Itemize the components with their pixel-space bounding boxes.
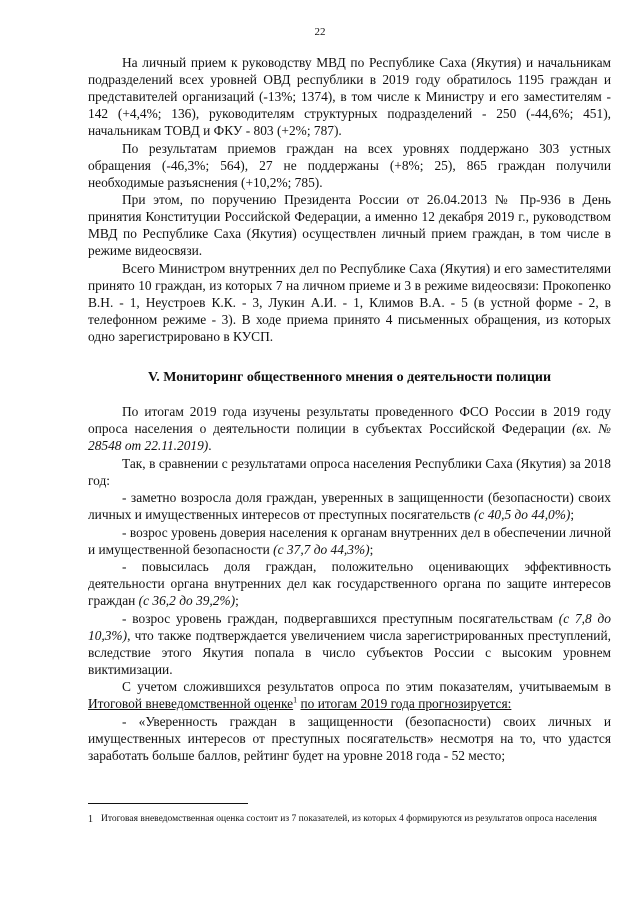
bullet-end: ; xyxy=(570,507,575,522)
bullet-item xyxy=(88,558,611,609)
bullet-value: (с 36,2 до 39,2%) xyxy=(138,593,236,608)
bullet-item: - «Уверенность граждан в защищенности (безопасности) своих личных и имущественных интересов от преступных посягательств» несмотря на то, что удастся заработать больше баллов, рейтинг будет на уровне 2018 года - 52 место; xyxy=(88,713,611,763)
bullet-value: (с 40,5 до 44,0%) xyxy=(473,507,571,522)
incoming-reference: (вх. № 28548 от 22.11.2019) xyxy=(88,421,611,453)
bullet-value: (с 37,7 до 44,3%) xyxy=(273,541,370,557)
section-iv-tail xyxy=(88,54,611,345)
bullet-end: , что также подтверждается увеличением числа зарегистрированных преступлений, вследствие этого Якутия попала в число субъектов России с высоким уровнем виктимизации. xyxy=(88,627,611,677)
bullet-text: - повысилась доля граждан, положительно оценивающих эффективность деятельности органа внутренних дел как государственного органа по защите интересов граждан xyxy=(88,559,611,608)
paragraph: Так, в сравнении с результатами опроса населения Республики Саха (Якутия) за 2018 год: xyxy=(88,455,611,488)
section-v-body xyxy=(88,403,611,764)
bullet-item xyxy=(88,489,611,523)
footnote-divider xyxy=(88,803,248,804)
footnote-text: Итоговая вневедомственная оценка состоит из 7 показателей, из которых 4 формируются из результатов опроса населения xyxy=(101,814,597,824)
paragraph-text: С учетом сложившихся результатов опроса по этим показателям, учитываемым в xyxy=(122,679,611,694)
paragraph-text: По итогам 2019 года изучены результаты проведенного ФСО России в 2019 году опроса населения о деятельности полиции в субъектах Российской Федерации xyxy=(88,404,611,436)
underlined-term: Итоговой вневедомственной оценке xyxy=(88,696,294,711)
bullet-text: - возрос уровень граждан, подвергавшихся преступным посягательствам xyxy=(122,610,559,626)
bullet-value: (с 7,8 до 10,3%) xyxy=(88,610,611,643)
paragraph: Всего Министром внутренних дел по Республике Саха (Якутия) и его заместителями принято 10 граждан, из которых 7 на личном приеме и 3 в режиме видеосвязи: Прокопенко В.Н. - 1, Неустроев К.К. - 3, Лукин А.И. - 1, Климов В.А. - 5 (в устной форме - 2, в телефонном режиме - 3). В ходе приема принято 4 письменных обращения, из которых одно зарегистрировано в КУСП. xyxy=(88,260,611,344)
underlined-phrase: по итогам 2019 года прогнозируется: xyxy=(300,696,512,711)
paragraph: На личный прием к руководству МВД по Республике Саха (Якутия) и начальникам подразделений всех уровней ОВД республики в 2019 году обратилось 1195 граждан и представителей организаций (-13%; 1374), в том числе к Министру и его заместителям - 142 (+4,4%; 136), руководителям структурных подразделений - 250 (-44,6%; 451), начальникам ТОВД и ФКУ - 803 (+2%; 787). xyxy=(88,55,611,138)
bullet-text: - заметно возросла доля граждан, уверенных в защищенности (безопасности) своих личных и имущественных интересов от преступных посягательств xyxy=(88,490,611,522)
paragraph-end: . xyxy=(208,438,212,453)
footnote-marker: 1 xyxy=(293,695,298,705)
paragraph xyxy=(88,403,611,454)
footnote-number: 1 xyxy=(88,814,93,825)
bullet-end: ; xyxy=(235,593,239,608)
paragraph xyxy=(88,678,611,712)
bullet-item xyxy=(88,524,611,558)
paragraph: По результатам приемов граждан на всех уровнях поддержано 303 устных обращения (-46,3%; 564), 27 не поддержаны (+8%; 25), 865 граждан получили необходимые разъяснения (+10,2%; 785). xyxy=(88,140,611,190)
page-number: 22 xyxy=(314,26,326,38)
bullet-item xyxy=(88,610,611,678)
paragraph: При этом, по поручению Президента России от 26.04.2013 № Пр-936 в День принятия Конституции Российской Федерации, а именно 12 декабря 2019 г., руководством МВД по Республике Саха (Якутия) осуществлен личный прием граждан, в том числе в режиме видеосвязи. xyxy=(88,192,611,258)
footnote xyxy=(88,812,611,827)
bullet-end: ; xyxy=(369,541,374,557)
section-title: V. Мониторинг общественного мнения о деятельности полиции xyxy=(147,370,552,385)
bullet-text: - возрос уровень доверия населения к органам внутренних дел в обеспечении личной и имущественной безопасности xyxy=(88,524,611,557)
